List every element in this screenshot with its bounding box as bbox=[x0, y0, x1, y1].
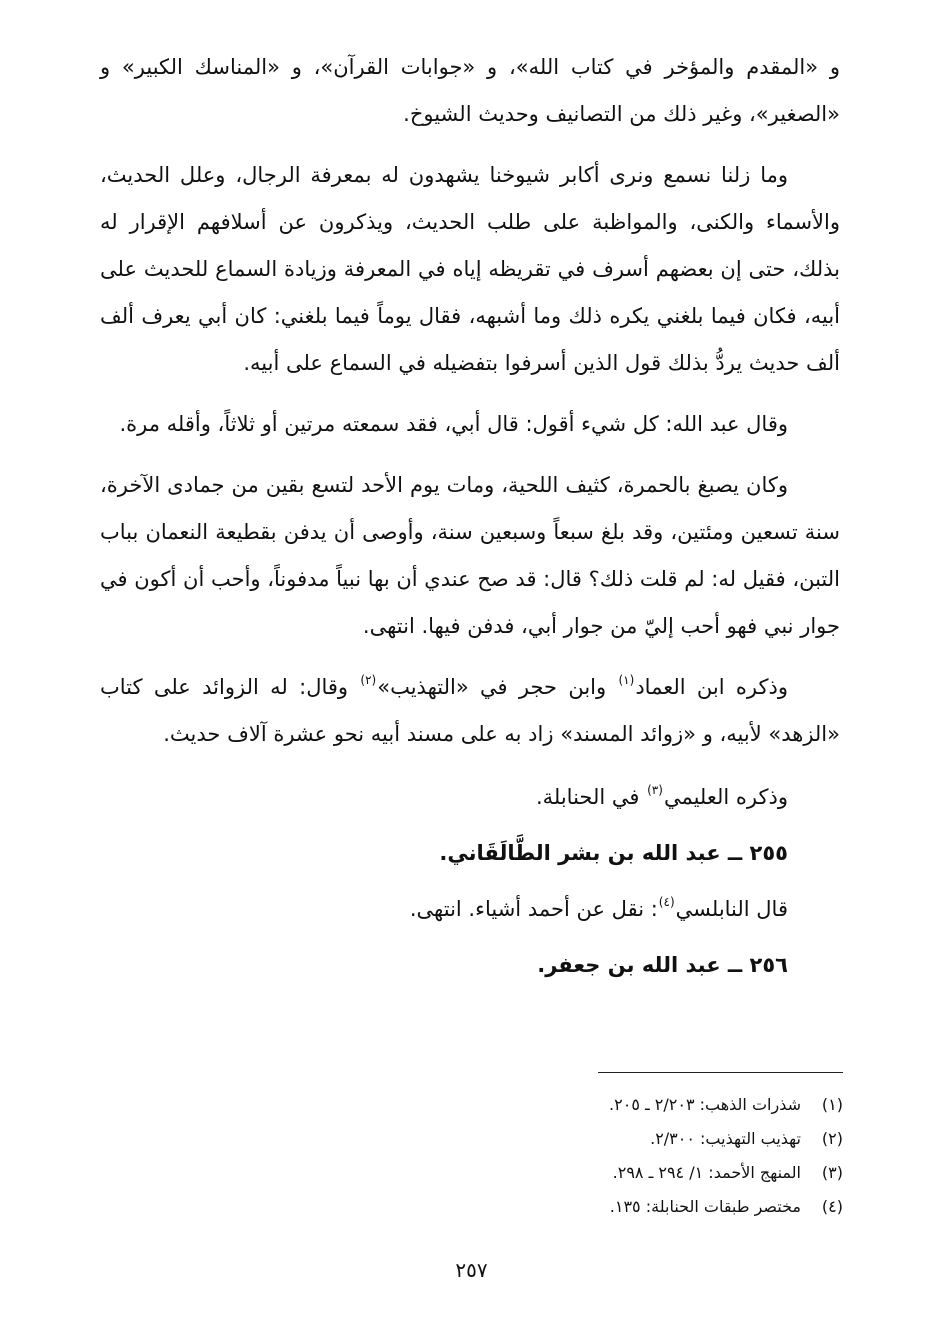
footnote-4 bbox=[443, 1190, 843, 1224]
footnote-number: (٣) bbox=[821, 1163, 843, 1182]
footnote-text: مختصر طبقات الحنابلة: ١٣٥. bbox=[609, 1197, 801, 1216]
paragraph-6 bbox=[100, 772, 840, 822]
entry-heading-255: ٢٥٥ ــ عبد الله بن بشر الطَّالَقَاني. bbox=[439, 841, 788, 865]
page-body bbox=[100, 44, 840, 996]
paragraph-7-text-b: : نقل عن أحمد أشياء. انتهى. bbox=[409, 897, 658, 921]
paragraph-5-text-c: وقال: له الزوائد على كتاب «الزهد» لأبيه، و «زوائد المسند» زاد به على مسند أبيه نحو عشرة آلاف حديث. bbox=[100, 675, 840, 746]
footnote-number: (٤) bbox=[821, 1197, 843, 1216]
paragraph-7 bbox=[100, 884, 840, 934]
paragraph-3: وقال عبد الله: كل شيء أقول: قال أبي، فقد سمعته مرتين أو ثلاثاً، وأقله مرة. bbox=[119, 412, 788, 436]
footnote-ref-3[interactable]: (٣) bbox=[647, 783, 663, 797]
paragraph-4: وكان يصبغ بالحمرة، كثيف اللحية، ومات يوم الأحد لتسع بقين من جمادى الآخرة، سنة تسعين ومئتين، وقد بلغ سبعاً وسبعين سنة، وأوصى أن يدفن بقطيعة النعمان بباب التبن، فقيل له: لم قلت ذلك؟ قال: قد صح عندي أن بها نبياً مدفوناً، وأحب أن أكون في جوار نبي فهو أحب إليّ من جوار أبي، فدفن فيها. انتهى. bbox=[100, 473, 840, 638]
paragraph-7-text-a: قال النابلسي bbox=[675, 897, 788, 921]
footnote-ref-2[interactable]: (٢) bbox=[360, 673, 377, 687]
footnotes bbox=[443, 1088, 843, 1224]
footnote-3 bbox=[443, 1156, 843, 1190]
footnote-ref-1[interactable]: (١) bbox=[618, 673, 635, 687]
page-number: ٢٥٧ bbox=[455, 1258, 488, 1282]
footnote-ref-4[interactable]: (٤) bbox=[658, 895, 675, 909]
footnote-2 bbox=[443, 1122, 843, 1156]
paragraph-2: وما زلنا نسمع ونرى أكابر شيوخنا يشهدون له بمعرفة الرجال، وعلل الحديث، والأسماء والكنى، والمواظبة على طلب الحديث، ويذكرون عن أسلافهم الإقرار له بذلك، حتى إن بعضهم أسرف في تقريظه إياه في المعرفة وزيادة السماع للحديث على أبيه، فكان فيما بلغني يكره ذلك وما أشبهه، فقال يوماً فيما بلغني: كان أبي يعرف ألف ألف حديث يردُّ بذلك قول الذين أسرفوا بتفضيله في السماع على أبيه. bbox=[100, 163, 840, 375]
footnote-text: شذرات الذهب: ٢/٢٠٣ ـ ٢٠٥. bbox=[609, 1095, 801, 1114]
footnote-number: (٢) bbox=[821, 1129, 843, 1148]
entry-heading-256: ٢٥٦ ــ عبد الله بن جعفر. bbox=[537, 953, 788, 977]
footnote-1 bbox=[443, 1088, 843, 1122]
paragraph-6-text-a: وذكره العليمي bbox=[663, 785, 788, 809]
footnote-divider bbox=[598, 1072, 843, 1073]
footnote-number: (١) bbox=[821, 1095, 843, 1114]
paragraph-6-text-b: في الحنابلة. bbox=[535, 785, 647, 809]
paragraph-1: و «المقدم والمؤخر في كتاب الله»، و «جوابات القرآن»، و «المناسك الكبير» و «الصغير»، وغير ذلك من التصانيف وحديث الشيوخ. bbox=[100, 55, 840, 126]
paragraph-5 bbox=[100, 664, 840, 758]
paragraph-5-text-b: وابن حجر في «التهذيب» bbox=[377, 675, 618, 699]
footnote-text: تهذيب التهذيب: ٢/٣٠٠. bbox=[650, 1129, 801, 1148]
paragraph-5-text-a: وذكره ابن العماد bbox=[635, 675, 788, 699]
footnote-text: المنهج الأحمد: ١/ ٢٩٤ ـ ٢٩٨. bbox=[612, 1163, 801, 1182]
